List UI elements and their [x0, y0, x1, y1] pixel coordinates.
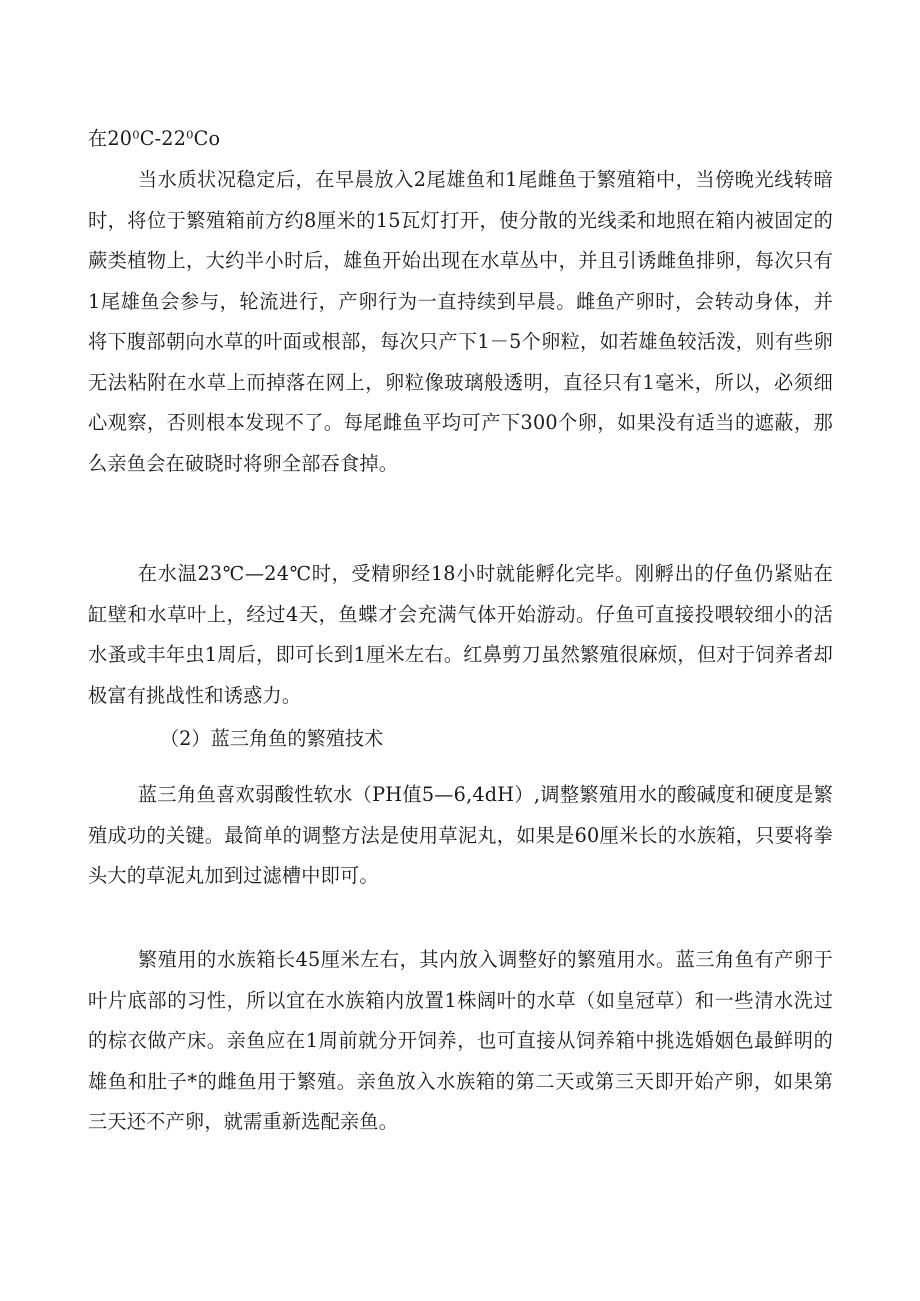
- degree-superscript: 0: [132, 127, 140, 142]
- paragraph-breeding-tank: 繁殖用的水族箱长45厘米左右，其内放入调整好的繁殖用水。蓝三角鱼有产卵于叶片底部的习性，所以宜在水族箱内放置1株阔叶的水草（如皇冠草）和一些清水洗过的棕衣做产床。亲鱼应在1周前就分开饲养，也可直接从饲养箱中挑选婚姻色最鲜明的雄鱼和肚子*的雌鱼用于繁殖。亲鱼放入水族箱的第二天或第三天即开始产卵，如果第三天还不产卵，就需重新选配亲鱼。: [88, 948, 833, 1133]
- section-heading: （2）蓝三角鱼的繁殖技术: [160, 727, 384, 750]
- continuation-line: [88, 119, 833, 160]
- temperature-middle: C-22: [139, 127, 187, 150]
- paragraph-hatching: 在水温23℃—24℃时，受精卵经18小时就能孵化完毕。刚孵出的仔鱼仍紧贴在缸壁和水草叶上，经过4天，鱼蝶才会充满气体开始游动。仔鱼可直接投喂较细小的活水蚤或丰年虫1周后，即可长到1厘米左右。红鼻剪刀虽然繁殖很麻烦，但对于饲养者却极富有挑战性和诱惑力。: [88, 562, 833, 707]
- temperature-suffix: Co: [193, 127, 221, 150]
- paragraph-breeding-process: 当水质状况稳定后，在早晨放入2尾雄鱼和1尾雌鱼于繁殖箱中，当傍晚光线转暗时，将位于繁殖箱前方约8厘米的15瓦灯打开，使分散的光线柔和地照在箱内被固定的蕨类植物上，大约半小时后，雄鱼开始出现在水草丛中，并且引诱雌鱼排卵，每次只有1尾雄鱼会参与，轮流进行，产卵行为一直持续到早晨。雌鱼产卵时，会转动身体，并将下腹部朝向水草的叶面或根部，每次只产下1－5个卵粒，如若雄鱼较活泼，则有些卵无法粘附在水草上而掉落在网上，卵粒像玻璃般透明，直径只有1毫米，所以，必须细心观察，否则根本发现不了。每尾雌鱼平均可产下300个卵，如果没有适当的遮蔽，那么亲鱼会在破晓时将卵全部吞食掉。: [88, 168, 833, 475]
- paragraph-water-conditions: 蓝三角鱼喜欢弱酸性软水（PH值5—6,4dH）,调整繁殖用水的酸碱度和硬度是繁殖成功的关键。最简单的调整方法是使用草泥丸，如果是60厘米长的水族箱，只要将拳头大的草泥丸加到过滤槽中即可。: [88, 783, 833, 887]
- temperature-prefix: 在20: [88, 127, 133, 150]
- degree-superscript: 0: [186, 127, 194, 142]
